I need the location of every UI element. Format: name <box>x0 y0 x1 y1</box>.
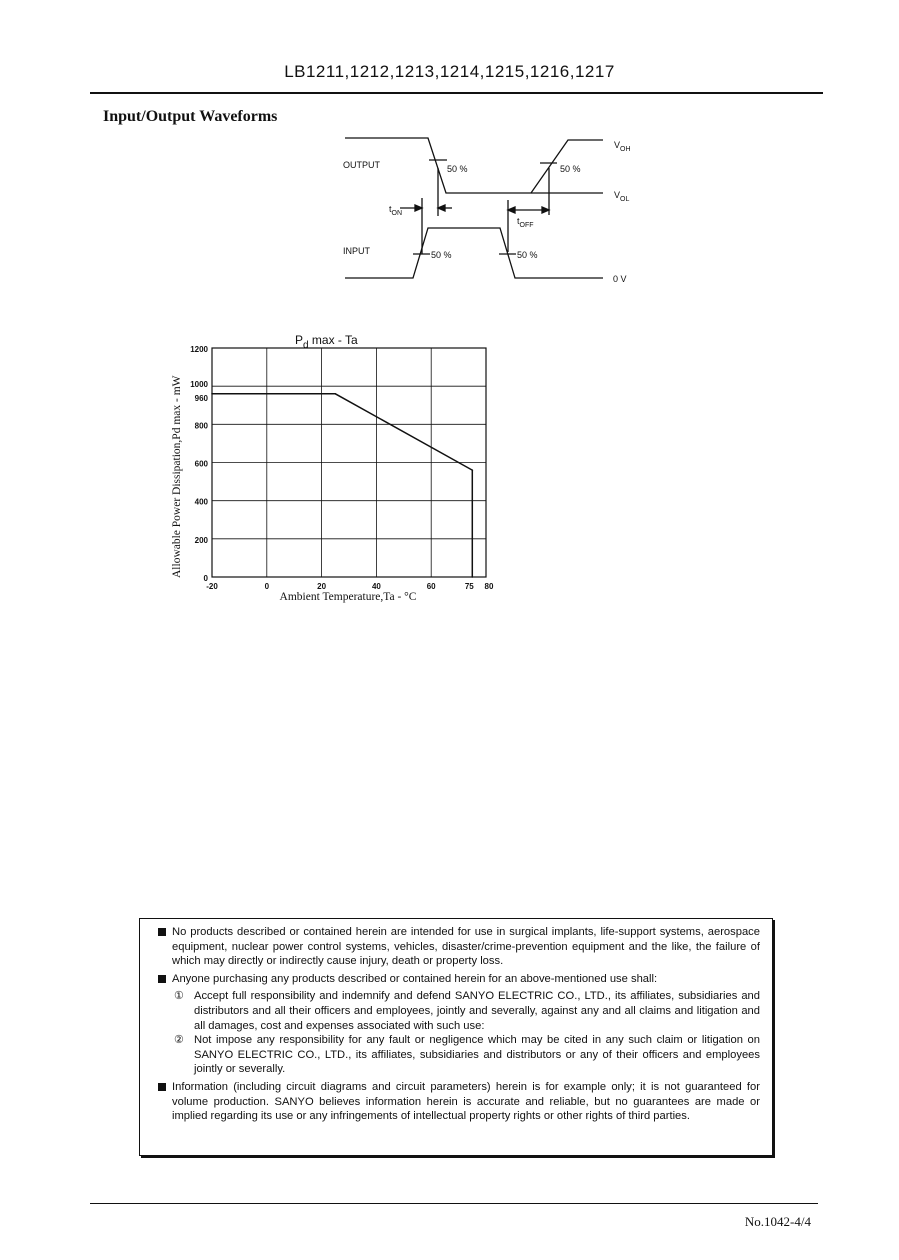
page-title: LB1211,1212,1213,1214,1215,1216,1217 <box>284 62 615 81</box>
disclaimer-box <box>139 918 773 1156</box>
waveform-diagram <box>0 0 899 310</box>
x-tick-label: 60 <box>426 582 436 591</box>
ton-label: $t_{ON}$ <box>389 204 403 217</box>
y-tick-label: 200 <box>194 535 208 545</box>
disclaimer-bullet: No products described or contained herein are intended for use in surgical implants, life-support systems, aerospace equipment, nuclear power control systems, vehicles, disaster/crime-prevention equipment and the like, the failure of which may directly or indirectly cause injury, death or property loss. <box>158 925 760 969</box>
x-tick-label: 75 <box>464 582 474 591</box>
footer-rule <box>90 1203 818 1204</box>
pd-ta-chart <box>0 320 520 610</box>
disclaimer-bullet: Information (including circuit diagrams and circuit parameters) herein is for example only; it is not guaranteed for volume production. SANYO believes information herein is accurate and reliable, but no guarantees are made or implied regarding its use or any infringements of intellectual property rights or other rights of third parties. <box>158 1080 760 1124</box>
curve-point <box>472 576 474 578</box>
y-tick-label: 1200 <box>190 345 208 354</box>
toff-label: $t_{OFF}$ <box>517 216 534 229</box>
voh-label: $V_{OH}$ <box>614 140 631 153</box>
x-axis-label: Ambient Temperature,Ta - °C <box>279 591 417 603</box>
y-axis-label: Allowable Power Dissipation,Pd max - mW <box>171 375 183 578</box>
x-tick-label: 40 <box>371 582 381 591</box>
y-tick-label: 800 <box>194 421 208 431</box>
curve-point <box>335 393 337 395</box>
x-tick-label: 80 <box>484 582 494 591</box>
chart-title: $P_d$ max - Ta <box>295 333 358 351</box>
disclaimer-subitem: ② Not impose any responsibility for any fault or negligence which may be cited in any such claim or litigation on SANYO ELECTRIC CO., LTD., its affiliates, subsidiaries and distributors or any of their officers and employees jointly or severally. <box>174 1034 760 1076</box>
pct-label: 50 % <box>517 250 538 260</box>
disclaimer-bullet: Anyone purchasing any products described or contained herein for an above-mentioned use shall: <box>158 972 760 987</box>
pct-label: 50 % <box>447 164 468 174</box>
x-tick-label: 0 <box>264 582 270 591</box>
input-label: INPUT <box>343 246 370 256</box>
y-tick-label: 600 <box>194 459 208 469</box>
zero-volt-label: 0 V <box>613 274 627 284</box>
section-heading: Input/Output Waveforms <box>103 108 278 125</box>
y-tick-label: 400 <box>194 497 208 507</box>
curve-point <box>211 393 213 395</box>
curve-point <box>472 469 474 471</box>
x-tick-label: -20 <box>206 582 218 591</box>
disclaimer-subitem: ① Accept full responsibility and indemnify and defend SANYO ELECTRIC CO., LTD., its affiliates, subsidiaries and distributors and all their officers and employees, jointly and severally, against any and all claims and litigation and all damages, cost and expenses associated with such use: <box>174 990 760 1032</box>
x-tick-label: 20 <box>317 582 327 591</box>
y-tick-label: 0 <box>203 574 208 583</box>
page-number: No.1042-4/4 <box>744 1214 811 1229</box>
vol-label: $V_{OL}$ <box>614 190 630 203</box>
y-tick-label: 960 <box>194 393 208 403</box>
derating-curve <box>212 394 472 577</box>
pct-label: 50 % <box>560 164 581 174</box>
y-tick-label: 1000 <box>190 380 208 390</box>
pct-label: 50 % <box>431 250 452 260</box>
input-waveform <box>345 228 603 278</box>
output-label: OUTPUT <box>343 160 380 170</box>
